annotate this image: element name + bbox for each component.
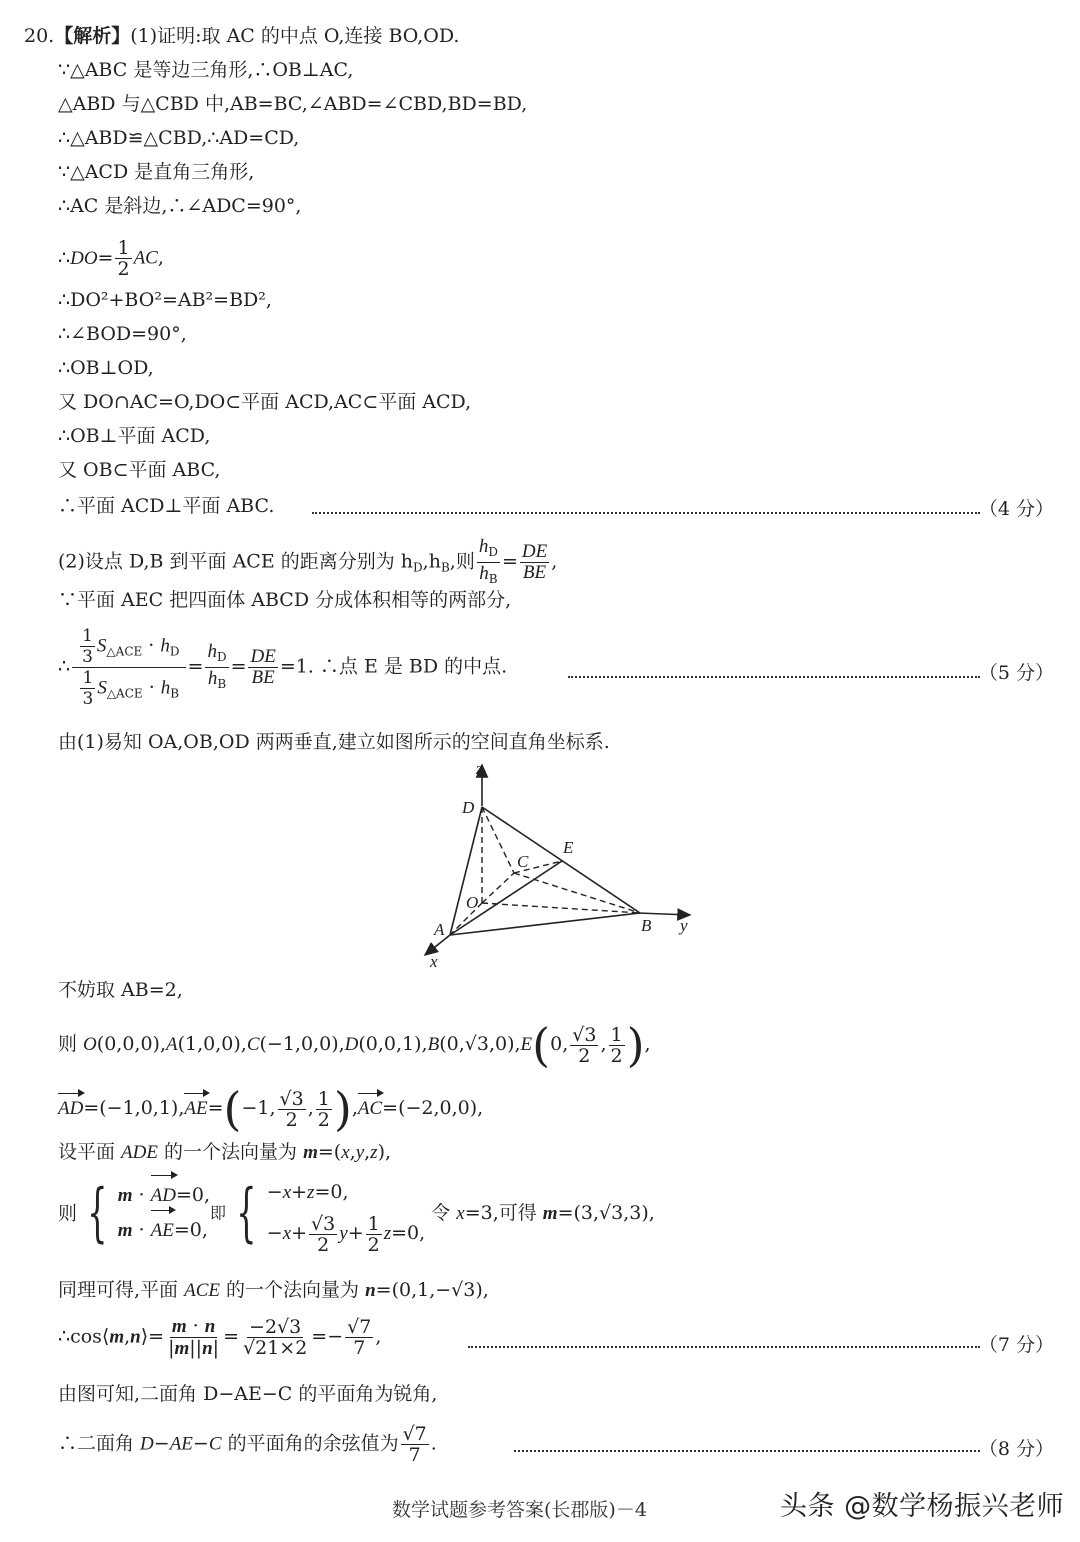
proof-line-3: ∴△ABD≌△CBD,∴AD=CD,: [58, 127, 300, 149]
part2-line-2: ∵平面 AEC 把四面体 ABCD 分成体积相等的两部分,: [58, 589, 512, 611]
coordinate-diagram: [400, 755, 720, 980]
axis-x-label: x: [430, 952, 438, 971]
part2-line-8: 设平面 ADE 的一个法向量为 m=(x,y,z),: [58, 1141, 392, 1163]
axis-z-label: z: [476, 759, 483, 778]
score-7: （7 分）: [978, 1334, 1054, 1356]
vertex-A-label: A: [434, 920, 445, 939]
dotted-leader: [312, 512, 980, 514]
dotted-leader: [468, 1346, 980, 1348]
watermark: 头条 @数学杨振兴老师: [780, 1491, 1065, 1522]
vertex-E-label: E: [563, 838, 574, 857]
part2-line-9: 则 { m · AD=0, m · AE=0, 即 { −x+z=0, −x+ $\frac{√3}{2}$ y+ $\frac{1}{2}$ z=0, 令 x=3,可得 m=(3,√3,3),: [58, 1176, 655, 1256]
proof-line-7: ∴DO²+BO²=AB²=BD²,: [58, 289, 272, 311]
score-4: （4 分）: [978, 498, 1054, 520]
vertex-D-label: D: [462, 798, 475, 817]
problem-header: [24, 24, 459, 48]
part2-line-7: AD=(−1,0,1),AE=(−1, $\frac{√3}{2}$ , $\frac{1}{2}$ ),AC=(−2,0,0),: [58, 1082, 484, 1136]
proof-line-1: ∵△ABC 是等边三角形,∴OB⊥AC,: [58, 59, 354, 81]
proof-line-13: ∴平面 ACD⊥平面 ABC.: [58, 495, 275, 517]
proof-line-4: ∵△ACD 是直角三角形,: [58, 161, 255, 183]
vertex-B-label: B: [641, 916, 652, 935]
vertex-O-label: O: [466, 893, 479, 912]
part2-line-13: ∴二面角 D−AE−C 的平面角的余弦值为 $\frac{√7}{7}$ .: [58, 1423, 437, 1466]
analysis-heading: 【解析】: [54, 25, 131, 47]
part2-line-3: ∴ $\frac{1}{3}$ $S_{\triangle ACE} \cdot h_D$ $\frac{1}{3}$ $S_{\triangle ACE} \cdot h_B$ = $\frac{h_D}{h_B}$ = $\frac{DE}{BE}$ =1. ∴点 E 是 BD 的中点.: [58, 626, 508, 709]
problem-number: 20.: [24, 25, 55, 47]
dotted-leader: [514, 1450, 980, 1452]
part2-line-1: (2)设点 D,B 到平面 ACE 的距离分别为 $h_D,h_B$,则 $\frac{h_D}{h_B}$ = $\frac{DE}{BE}$ ,: [58, 536, 558, 586]
part2-line-12: 由图可知,二面角 D−AE−C 的平面角为锐角,: [58, 1383, 438, 1405]
proof-line-10: 又 DO∩AC=O,DO⊂平面 ACD,AC⊂平面 ACD,: [58, 391, 472, 413]
proof-line-5: ∴AC 是斜边,∴∠ADC=90°,: [58, 195, 302, 217]
proof-line-2: △ABD 与△CBD 中,AB=BC,∠ABD=∠CBD,BD=BD,: [58, 93, 528, 115]
proof-line-9: ∴OB⊥OD,: [58, 357, 154, 379]
page-footer: 数学试题参考答案(长郡版)－4: [392, 1499, 647, 1521]
proof-line-11: ∴OB⊥平面 ACD,: [58, 425, 211, 447]
proof-line-12: 又 OB⊂平面 ABC,: [58, 459, 221, 481]
part2-line-6: 则 O(0,0,0),A(1,0,0),C(−1,0,0),D(0,0,1),B(0,√3,0),E(0, $\frac{√3}{2}$ , $\frac{1}{2}$ ),: [58, 1018, 651, 1072]
vertex-C-label: C: [517, 852, 529, 871]
dotted-leader: [568, 676, 980, 678]
part2-line-10: 同理可得,平面 ACE 的一个法向量为 n=(0,1,−√3),: [58, 1279, 489, 1301]
tetrahedron-figure: [400, 755, 720, 980]
proof-line-6: ∴DO= $\frac{1}{2}$ AC,: [58, 237, 164, 280]
score-5: （5 分）: [978, 662, 1054, 684]
axis-y-label: y: [680, 916, 688, 935]
part2-line-4: 由(1)易知 OA,OB,OD 两两垂直,建立如图所示的空间直角坐标系.: [58, 731, 610, 753]
part1-intro: (1)证明:取 AC 的中点 O,连接 BO,OD.: [130, 25, 460, 47]
score-8: （8 分）: [978, 1438, 1054, 1460]
part2-line-5: 不妨取 AB=2,: [58, 979, 183, 1001]
proof-line-8: ∴∠BOD=90°,: [58, 323, 187, 345]
part2-line-11: ∴cos⟨m,n⟩= $\frac{m \cdot n}{|m||n|}$ = $\frac{-2√3}{√21\times 2}$ =− $\frac{√7}{7}$ ,: [58, 1315, 382, 1359]
